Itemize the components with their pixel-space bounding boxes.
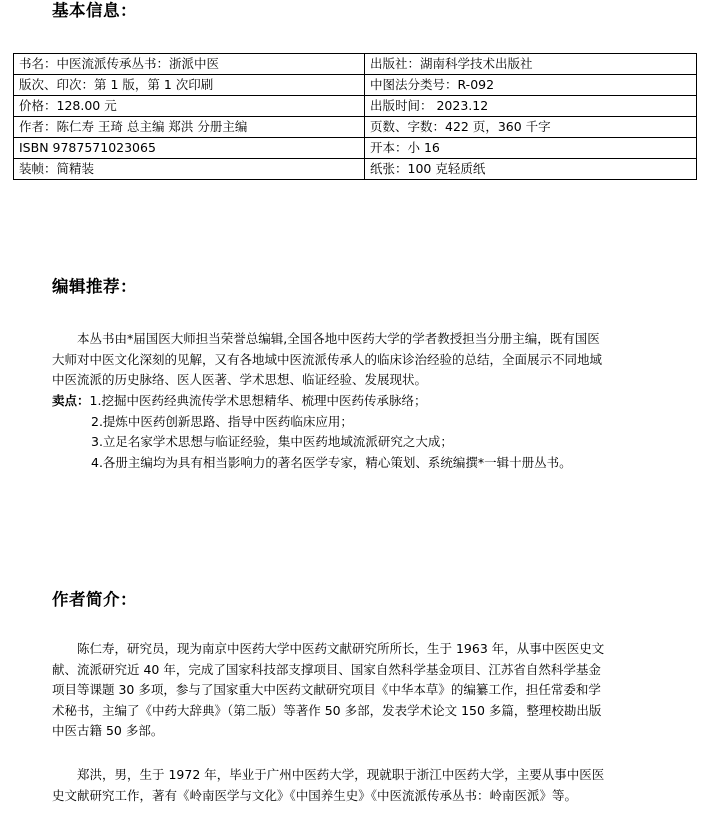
selling-point: 2.提炼中医药创新思路、指导中医药临床应用； [91,413,353,429]
info-paper: 纸张：100 克轻质纸 [365,159,697,180]
section-heading-author-intro: 作者简介： [52,590,137,609]
recommend-intro-paragraph: 本丛书由*届国医大师担当荣誉总编辑,全国各地中医药大学的学者教授担当分册主编，既有国医大师对中医文化深刻的见解，又有各地域中医流派传承人的临床诊治经验的总结，全面展示不同地域中医流派的历史脉络、医人医著、学术思想、临证经验、发展现状。 [52,331,603,387]
info-price: 价格：128.00 元 [14,96,365,117]
author-bio-chen-renshou: 陈仁寿，研究员，现为南京中医药大学中医药文献研究所所长，生于 1963 年，从事中医医史文献、流派研究近 40 年，完成了国家科技部支撑项目、国家自然科学基金项目、江苏省自然科学基金项目等课题 30 多项，参与了国家重大中医药文献研究项目《中华本草》的编纂工作，担任常委和学术秘书，主编了《中药大辞典》（第二版）等著作 50 多部，发表学术论文 150 多篇，整理校勘出版中医古籍 50 多部。 [52,641,605,738]
info-authors: 作者：陈仁寿 王琦 总主编 郑洪 分册主编 [14,117,365,138]
section-heading-basic-info: 基本信息： [52,1,137,20]
info-pages-words: 页数、字数：422 页，360 千字 [365,117,697,138]
info-title: 书名：中医流派传承丛书：浙派中医 [14,54,365,75]
info-edition: 版次、印次：第 1 版，第 1 次印刷 [14,75,365,96]
info-format: 开本：小 16 [365,138,697,159]
selling-points [52,391,612,473]
table-row [14,138,697,159]
table-row [14,117,697,138]
section-heading-editor-recommend: 编辑推荐： [52,277,137,296]
selling-point: 1.挖掘中医药经典流传学术思想精华、梳理中医药传承脉络； [89,393,427,408]
table-row [14,96,697,117]
basic-info-table [13,53,697,180]
table-row [14,75,697,96]
info-isbn: ISBN 9787571023065 [14,138,365,159]
info-publish-date: 出版时间： 2023.12 [365,96,697,117]
table-row [14,54,697,75]
info-classification: 中图法分类号：R-092 [365,75,697,96]
author-bio-zheng-hong: 郑洪，男，生于 1972 年，毕业于广州中医药大学，现就职于浙江中医药大学，主要从事中医医史文献研究工作，著有《岭南医学与文化》《中国养生史》《中医流派传承丛书：岭南医派》等。 [52,767,605,803]
selling-points-label: 卖点： [52,393,90,408]
selling-point-first-row [52,391,612,412]
selling-point: 3.立足名家学术思想与临证经验，集中医药地域流派研究之大成； [91,434,453,449]
info-binding: 装帧：简精装 [14,159,365,180]
table-row [14,159,697,180]
info-publisher: 出版社：湖南科学技术出版社 [365,54,697,75]
selling-point: 4.各册主编均为具有相当影响力的著名医学专家，精心策划、系统编撰*一辑十册丛书。 [91,454,572,470]
